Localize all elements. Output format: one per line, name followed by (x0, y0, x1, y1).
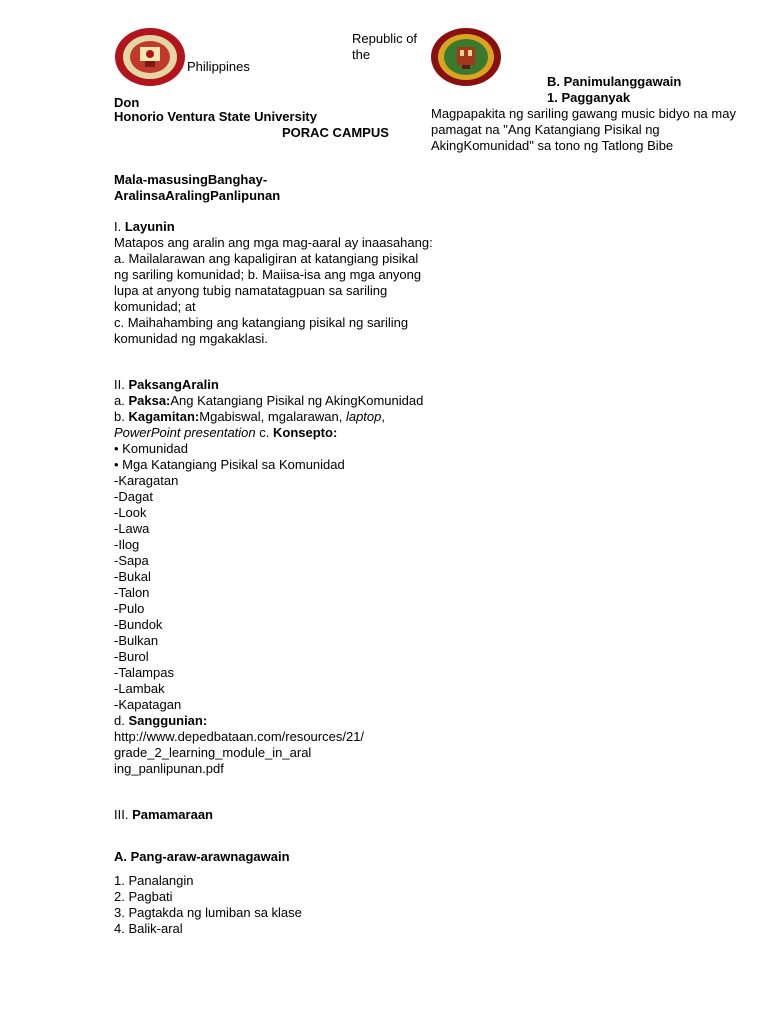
list-item: • Komunidad (114, 441, 188, 456)
list-item: -Burol (114, 649, 149, 664)
subheading-pang-araw-araw: A. Pang-araw-arawnagawain (114, 849, 290, 864)
campus-name: PORAC CAMPUS (282, 125, 389, 140)
section-3-heading (114, 807, 434, 823)
list-item: -Talon (114, 585, 150, 600)
list-item: 4. Balik-aral (114, 921, 183, 936)
document-title: Mala-masusingBanghay-AralinsaAralingPanlipunan (114, 172, 281, 203)
list-item: 2. Pagbati (114, 889, 173, 904)
sanggunian-url-line-2: grade_2_learning_module_in_aral (114, 745, 312, 760)
section-1-title: Layunin (124, 219, 175, 234)
list-item: -Lambak (114, 681, 165, 696)
kagamitan-label: Kagamitan: (128, 409, 200, 424)
sanggunian-url-line-3: ing_panlipunan.pdf (114, 761, 224, 776)
list-item: -Pulo (114, 601, 145, 616)
landform-list (114, 473, 434, 713)
section-2-number: II. (114, 377, 129, 392)
kagamitan-laptop: laptop (345, 409, 382, 424)
kagamitan-powerpoint: PowerPoint presentation (114, 425, 256, 440)
pagganyak-paragraph: Magpapakita ng sariling gawang music bidyo na may pamagat na "Ang Katangiang Pisikal ng AkingKomunidad" sa tono ng Tatlong Bibe (431, 106, 736, 153)
list-item: -Look (114, 505, 147, 520)
list-item: -Ilog (114, 537, 140, 552)
section-2-title: PaksangAralin (128, 377, 219, 392)
philippines-label: Philippines (187, 59, 250, 74)
list-item: -Sapa (114, 553, 149, 568)
university-name-part-1: Don (114, 95, 140, 110)
right-column (431, 74, 761, 154)
paksa-line: a. Paksa:Ang Katangiang Pisikal ng AkingKomunidad (114, 393, 424, 408)
section-heading-panimulang-gawain: B. Panimulanggawain (547, 74, 682, 89)
list-item: -Lawa (114, 521, 150, 536)
list-item: -Karagatan (114, 473, 179, 488)
republic-label: Republic of the (352, 31, 418, 62)
list-item: 1. Panalangin (114, 873, 194, 888)
main-column (114, 219, 434, 937)
objective-item: c. Maihahambing ang katangiang pisikal ng sariling komunidad ng mgakaklasi. (114, 315, 409, 346)
paksa-value: Ang Katangiang Pisikal ng AkingKomunidad (170, 393, 424, 408)
section-1-heading (114, 219, 434, 235)
konsepto-label: Konsepto: (273, 425, 338, 440)
list-item: -Bulkan (114, 633, 159, 648)
objective-item: a. Mailalarawan ang kapaligiran at katangiang pisikal ng sariling komunidad; b. Maiisa-isa ang mga anyong lupa at anyong tubig namatatagpuan sa sariling komunidad; at (114, 251, 422, 314)
paksa-label: Paksa: (128, 393, 171, 408)
section-1-intro: Matapos ang aralin ang mga mag-aaral ay inaasahang: (114, 235, 433, 250)
section-1-number: I. (114, 219, 125, 234)
kagamitan-line: b. Kagamitan:Mgabiswal, mgalarawan, laptop, PowerPoint presentation c. Konsepto: (114, 409, 385, 440)
section-2-heading (114, 377, 434, 393)
school-seal-left-icon (114, 27, 186, 87)
section-3-title: Pamamaraan (132, 807, 214, 822)
sanggunian-url-line-1: http://www.depedbataan.com/resources/21/ (114, 729, 365, 744)
list-item: 3. Pagtakda ng lumiban sa klase (114, 905, 302, 920)
list-item: -Bundok (114, 617, 163, 632)
list-item: • Mga Katangiang Pisikal sa Komunidad (114, 457, 345, 472)
list-item: -Dagat (114, 489, 154, 504)
sanggunian-line: d. Sanggunian: (114, 713, 208, 728)
kagamitan-value: Mgabiswal, mgalarawan, (199, 409, 346, 424)
section-3-number: III. (114, 807, 133, 822)
list-item: -Talampas (114, 665, 174, 680)
sanggunian-label: Sanggunian: (128, 713, 208, 728)
list-item: -Kapatagan (114, 697, 182, 712)
konsepto-bullets (114, 441, 434, 473)
subheading-pagganyak: 1. Pagganyak (547, 90, 631, 105)
university-name: Honorio Ventura State University (114, 109, 317, 124)
daily-steps-list (114, 873, 434, 937)
list-item: -Bukal (114, 569, 151, 584)
